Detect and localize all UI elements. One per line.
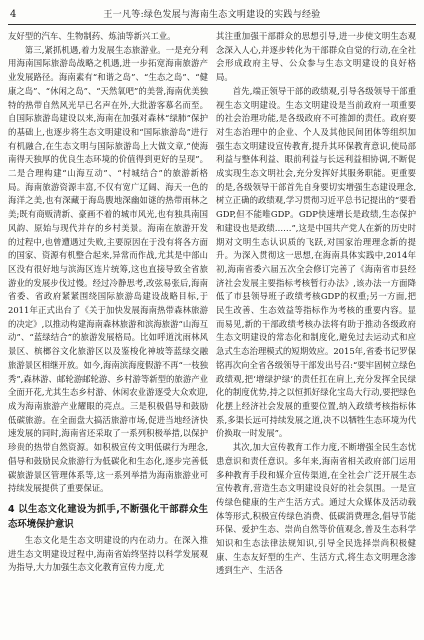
right-column — [216, 30, 416, 634]
paragraph: 其注重加强干部群众的思想引导,进一步使文明生态观念深入人心,并逐步转化为干部群众自觉的行动,在全社会形成政府主导、公众参与生态文明建设的良好格局。 — [216, 31, 416, 83]
paragraph: 第三,紧抓机遇,着力发展生态旅游业。一是充分利用海南国际旅游岛战略之机遇,进一步拓宽海南旅游产业发展路径。海南素有“和谐之岛”、“生态之岛”、“健康之岛”、“休闲之岛”、“天然氧吧”的美誉,海南优美独特的热带自然风光早已名声在外,大批游客慕名而至。自国际旅游岛建设以来,海南在加强对森林“绿肺”保护的基础上,也逐步将生态文明建设和“国际旅游岛”进行有机融合,在生态文明与国际旅游岛上大做文章,“使海南得天独厚的优良生态环境的价值得到更好的呈现”。二是合理构建“山海互动”、“村城结合”的旅游新格局。海南旅游资源丰富,不仅有宽广辽阔、海天一色的海洋之美,也有深藏于海岛腹地深幽如谜的热带雨林之美;既有商贩清新、豪画不着的城市风光,也有独具南国风韵、原始与现代并存的乡村美景。海南在旅游开发的过程中,也曾遭遇过失败,主要原因在于没有将各方面的国家、资源有机整合起来,异常而作战,尤其是中部山区没有很好地与滨海区连片统筹,这也直接导致全省旅游业的发展步伐过慢。经过冷静思考,改弦易张后,海南省委、省政府紧紧围绕国际旅游岛建设战略目标,于2011年正式出台了《关于加快发展海南热带森林旅游的决定》,以推动构建海南森林旅游和滨海旅游“山海互动”、“蓝绿结合”的旅游发展格局。比如呼道沈雨林风景区、槟榔谷文化旅游区以及鉴梭化神坡等蓝绿交融旅游景区相继开放。如今,海南滨海度假游不再“一枝独秀”,森林游、邮轮游邮轮游、乡村游等新型的旅游产业全面开花,尤其生态乡村游、休闲农业游逐受大众欢迎,成为海南旅游产业耀眼的亮点。三是积极倡导和鼓励低碳旅游。在全面盘大搞活旅游市场,促进当地经济快速发展的同时,海南省还采取了一系列积极举措,以保护珍贵的热带自然资源。如积极宣传文明低碳行为理念,倡导和鼓励民众旅游行为低碳化和生态化,逐步完善低碳旅游景区管理体系等,这一系列举措为海南旅游业可持续发展提供了重要保证。 — [8, 44, 208, 494]
page-number: 4 — [10, 9, 17, 20]
paragraph: 生态文化是生态文明建设的内在动力。在深入推进生态文明建设过程中,海南省始终坚持以科学发展观为指导,大力加强生态文化教育宣传力度,尤 — [8, 534, 208, 573]
paragraph: 首先,端正领导干部的政绩观,引导各级领导干部重视生态文明建设。生态文明建设是当前政府一项重要的社会治理功能,是各级政府不可推卸的责任。政府要对生态治理中的企业、个人及其他民间团体等组织加强生态文明建设宣传教育,提升其环保教育意识,使局部利益与整体利益、眼前利益与长远利益相协调,不断促成实现生态文明社会,充分发挥好其服务职能。更重要的是,各级领导干部首先自身要切实增强生态建设理念,树立正确的政绩观,学习贯彻习近平总书记提出的“要看GDP,但不能唯GDP。GDP快速增长是政绩,生态保护和建设也是政绩……”,这是中国共产党人在新的历史时期对文明生态认识质的飞跃,对国家治理理念新的提升。为深入贯彻这一思想,在海南具体实践中,2014年初,海南省委六届五次全会修订完善了《海南省市县经济社会发展主要指标考核暂行办法》,该办法一方面降低了市县领导班子政绩考核GDP的权重;另一方面,把民生改善、生态效益等指标作为考核的重要内容。显而易见,新的干部政绩考核办法将有助于推动各级政府生态文明建设的常态化和制度化,避免过去运动式和应急式生态治理模式的短期效应。2015年,省委书记罗保铭再次向全省各级领导干部发出号召:“要牢固树立绿色政绩观,把‘增绿护绿’的责任扛在肩上,充分发挥全民绿化的制度优势,持之以恒抓好绿化宝岛大行动,要把绿色化摆上经济社会发展的重要位置,纳入政绩考核指标体系,多渠长远可持续发展之道,决不以牺牲生态环境为代价换取一时发展”。 — [216, 85, 416, 439]
paragraph: 其次,加大宣传教育工作力度,不断增强全民生态忧患意识和责任意识。多年来,海南省相关政府部门运用多种教育手段和媒介宣传渠道,在全社会广泛开展生态宣传教育,营造生态文明建设良好的社会氛围。一是宣传绿色健康的生产生活方式。通过大众媒体及活动载体等形式,积极宣传绿色消费、低碳消费理念,倡导节能环保、爱护生态、崇尚自然等价值观念,普及生态科学知识和生态法律法规知识,引导全民选择崇尚积极健康、生态友好型的生产、生活方式,将生态文明理念渗透到生产、生活各 — [216, 442, 416, 576]
left-column — [8, 30, 208, 634]
running-header — [8, 6, 416, 25]
two-column-body — [8, 30, 416, 634]
paragraph: 友好型的汽车、生物制药、炼油等新兴工业。 — [8, 31, 176, 41]
running-title: 王一凡等:绿色发展与海南生态文明建设的实践与经验 — [103, 10, 321, 20]
section-heading: 4 以生态文化建设为抓手,不断强化干部群众生态环境保护意识 — [8, 503, 208, 530]
